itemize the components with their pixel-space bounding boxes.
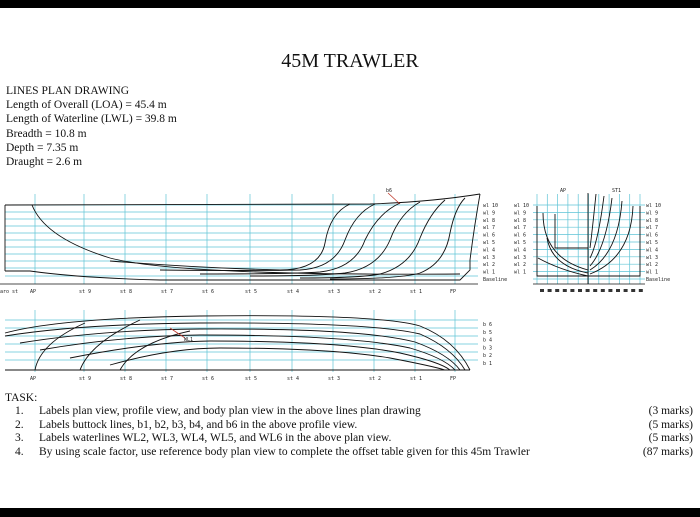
buttock-line: [32, 205, 460, 274]
body-right-wl-label: wl 6: [646, 232, 659, 239]
body-right-wl-label: wl 5: [646, 240, 659, 246]
body-right-wl-label: wl 8: [646, 217, 659, 224]
aft-section-line: [555, 214, 588, 248]
body-baseline-tick: [616, 289, 620, 292]
body-right-wl-label: wl 1: [646, 269, 659, 276]
task-heading: TASK:: [5, 392, 38, 404]
plan-section-line: [80, 320, 140, 370]
plan-waterline: [110, 348, 445, 370]
profile-waterline-label: wl 7: [483, 225, 496, 232]
body-right-wl-labels: [646, 203, 670, 283]
profile-station-label: FP: [450, 289, 457, 295]
body-st1-tag: ST1: [612, 188, 622, 194]
plan-station-label: FP: [450, 376, 457, 382]
task-item-number: 3.: [15, 432, 24, 445]
spec-loa: Length of Overall (LOA) = 45.4 m: [6, 99, 167, 112]
profile-station-label: st 6: [202, 289, 215, 295]
plan-buttock-label: b 4: [483, 337, 493, 344]
body-baseline-tick: [540, 289, 544, 292]
plan-station-labels: [30, 376, 456, 382]
profile-waterline-label: wl 1: [483, 269, 496, 276]
body-baseline-tick: [563, 289, 567, 292]
task-item-text: Labels plan view, profile view, and body plan view in the above lines plan drawing: [39, 405, 421, 417]
task-item: [5, 432, 695, 446]
plan-wl-tag: WL1: [184, 337, 194, 343]
drawing-sheet: [0, 8, 700, 508]
profile-waterline-label: wl 10: [483, 203, 499, 209]
body-ap-tag: AP: [560, 188, 567, 194]
task-item-text: By using scale factor, use reference body plan view to complete the offset table given for this 45m Trawler: [39, 445, 530, 458]
body-baseline-tick: [555, 289, 559, 292]
plan-waterline: [5, 323, 465, 370]
profile-station-label: st 9: [79, 289, 92, 295]
spec-draught: Draught = 2.6 m: [6, 156, 83, 169]
profile-station-label: st 1: [410, 289, 423, 295]
body-right-wl-label: wl 10: [646, 203, 662, 209]
fwd-section-line: [590, 194, 596, 248]
body-baseline-tick: [608, 289, 612, 292]
plan-station-label: st 7: [161, 376, 174, 382]
task-item-number: 1.: [15, 405, 24, 417]
spec-breadth: Breadth = 10.8 m: [6, 127, 87, 140]
profile-waterline-label: Baseline: [483, 277, 508, 283]
buttock-line: [250, 202, 420, 276]
body-left-wl-label: wl 4: [514, 247, 527, 254]
body-grid: [533, 194, 645, 284]
body-right-wl-label: wl 2: [646, 262, 659, 269]
plan-buttock-label: b 5: [483, 329, 493, 336]
fwd-section-line: [590, 198, 612, 266]
body-right-wl-label: wl 3: [646, 254, 659, 261]
plan-hull-lines: [5, 316, 470, 370]
body-plan-view: [514, 188, 670, 292]
task-item-text: Labels buttock lines, b1, b2, b3, b4, and b6 in the above profile view.: [39, 418, 358, 431]
profile-station-label: st 8: [120, 289, 133, 295]
profile-top-tag: b6: [386, 188, 393, 194]
body-left-wl-label: wl 5: [514, 240, 527, 246]
profile-station-label: st 2: [369, 289, 382, 295]
plan-view: [5, 310, 492, 382]
body-left-wl-label: wl 3: [514, 254, 527, 261]
body-baseline-tick: [593, 289, 597, 292]
profile-waterline-label: wl 8: [483, 217, 496, 224]
body-right-wl-label: wl 4: [646, 247, 659, 254]
body-baseline-tick: [639, 289, 643, 292]
plan-station-label: st 2: [369, 376, 382, 382]
plan-buttock-labels: [483, 322, 492, 367]
buttock-line: [200, 203, 400, 274]
aft-section-line: [543, 213, 588, 270]
body-baseline-tick: [586, 289, 590, 292]
plan-buttock-label: b 6: [483, 322, 493, 328]
body-left-wl-label: wl 1: [514, 269, 527, 276]
plan-station-label: st 4: [287, 376, 300, 382]
profile-station-label: AP: [30, 289, 37, 295]
profile-stem-line: [470, 194, 480, 260]
plan-station-label: st 8: [120, 376, 133, 382]
spec-heading: LINES PLAN DRAWING: [6, 85, 130, 97]
plan-station-label: AP: [30, 376, 37, 382]
task-item-marks: (5 marks): [648, 432, 693, 445]
body-right-wl-label: Baseline: [646, 277, 671, 283]
profile-station-labels: [30, 289, 456, 295]
plan-station-label: st 6: [202, 376, 215, 382]
plan-station-label: st 9: [79, 376, 92, 382]
page-title: 45M TRAWLER: [281, 50, 419, 72]
task-item-marks: (5 marks): [648, 418, 693, 431]
task-item-marks: (87 marks): [642, 445, 693, 458]
body-baseline-tick: [548, 289, 552, 292]
plan-station-label: st 1: [410, 376, 423, 382]
profile-station-label: st 7: [161, 289, 174, 295]
task-item: [5, 405, 695, 419]
body-left-wl-label: wl 7: [514, 225, 527, 232]
task-item: [5, 419, 695, 433]
body-left-wl-labels: [514, 203, 529, 276]
profile-waterline-label: wl 9: [483, 210, 496, 217]
buttock-line: [160, 204, 375, 271]
task-section: [5, 392, 695, 459]
body-baseline-tick: [624, 289, 628, 292]
body-baseline-tick: [601, 289, 605, 292]
profile-leader-mark: [388, 193, 400, 204]
profile-keel-line: [5, 260, 470, 280]
profile-waterline-label: wl 5: [483, 240, 496, 246]
body-baseline-ticks: [540, 289, 643, 292]
body-baseline-tick: [578, 289, 582, 292]
body-baseline-tick: [631, 289, 635, 292]
profile-waterline-label: wl 4: [483, 247, 496, 254]
plan-waterline: [40, 335, 455, 370]
task-item-number: 4.: [15, 445, 24, 458]
body-left-wl-label: wl 2: [514, 262, 527, 269]
profile-hull-lines: [5, 194, 480, 280]
profile-station-label: st 5: [245, 289, 258, 295]
plan-station-label: st 3: [328, 376, 341, 382]
profile-station-label: st 3: [328, 289, 341, 295]
buttock-line: [110, 204, 350, 270]
body-left-wl-label: wl 8: [514, 217, 527, 224]
task-item-text: Labels waterlines WL2, WL3, WL4, WL5, and WL6 in the above plan view.: [39, 432, 392, 445]
profile-view: [0, 188, 507, 295]
plan-deck-line: [5, 316, 470, 370]
profile-waterline-label: wl 6: [483, 232, 496, 239]
body-right-wl-label: wl 9: [646, 210, 659, 217]
body-baseline-tick: [570, 289, 574, 292]
plan-station-label: st 5: [245, 376, 258, 382]
body-left-wl-label: wl 10: [514, 203, 530, 209]
task-item: [5, 446, 695, 460]
aft-section-line: [538, 258, 588, 276]
profile-station-label: st 4: [287, 289, 300, 295]
profile-waterline-label: wl 3: [483, 254, 496, 261]
plan-waterline: [70, 341, 450, 370]
profile-sheer-line: [5, 194, 480, 205]
task-item-number: 2.: [15, 418, 24, 431]
body-right-wl-label: wl 7: [646, 225, 659, 232]
plan-buttock-label: b 3: [483, 345, 493, 352]
task-list: [5, 405, 695, 459]
plan-buttock-label: b 2: [483, 353, 493, 360]
task-item-marks: (3 marks): [648, 405, 693, 417]
spec-lwl: Length of Waterline (LWL) = 39.8 m: [6, 113, 177, 126]
profile-waterline-labels: [483, 203, 507, 283]
profile-left-tag: aro st: [0, 289, 19, 295]
profile-waterline-label: wl 2: [483, 262, 496, 269]
spec-depth: Depth = 7.35 m: [6, 141, 79, 154]
plan-buttock-label: b 1: [483, 361, 493, 367]
body-left-wl-label: wl 6: [514, 232, 527, 239]
body-left-wl-label: wl 9: [514, 210, 527, 217]
